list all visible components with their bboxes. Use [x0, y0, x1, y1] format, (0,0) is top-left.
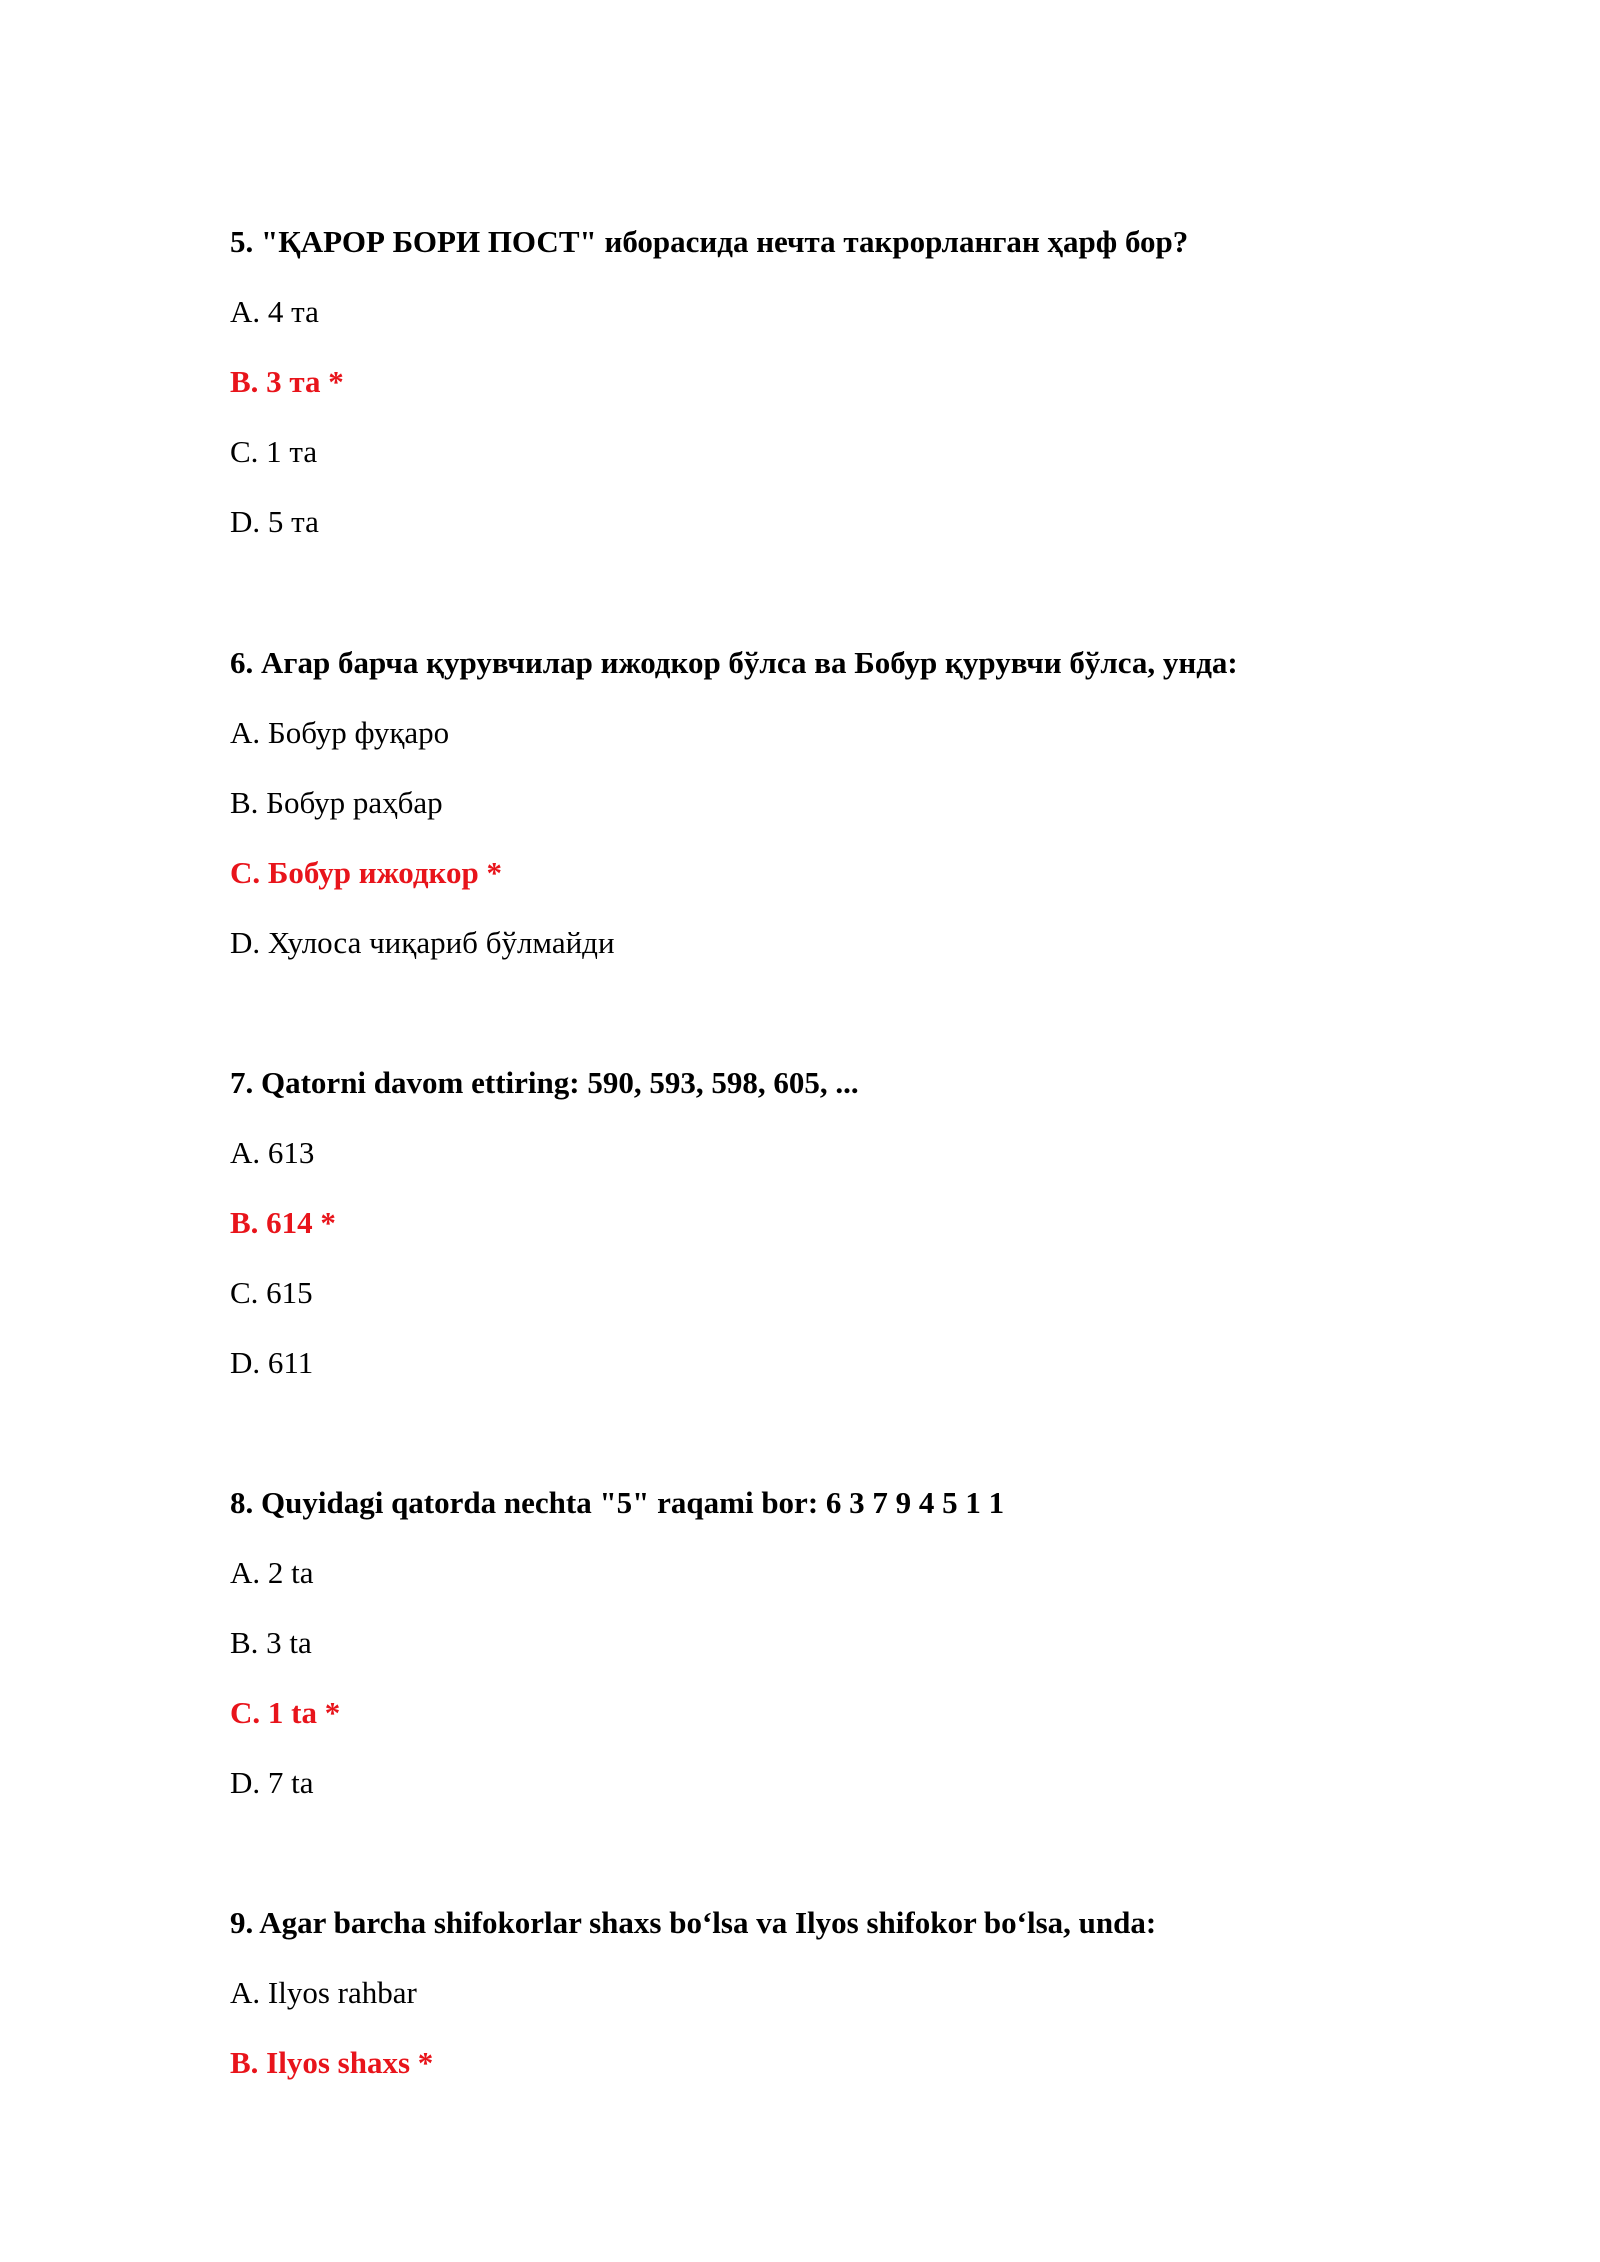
option-a: A. 2 ta [230, 1555, 314, 1590]
option-a: A. 4 та [230, 294, 319, 329]
option-c-correct: C. 1 ta * [230, 1695, 341, 1730]
option-a: A. Бобур фуқаро [230, 715, 450, 750]
question-text: 5. "ҚАРОР БОРИ ПОСТ" иборасида нечта такрорланган ҳарф бор? [230, 224, 1189, 259]
option-b-correct: B. Ilyos shaxs * [230, 2045, 434, 2080]
option-d: D. 611 [230, 1345, 314, 1380]
question-9 [230, 1903, 1530, 2083]
question-text: 7. Qatorni davom ettiring: 590, 593, 598, 605, ... [230, 1065, 859, 1100]
question-text: 9. Agar barcha shifokorlar shaxs bo‘lsa va Ilyos shifokor bo‘lsa, unda: [230, 1905, 1157, 1940]
question-6 [230, 643, 1530, 963]
question-text: 6. Агар барча қурувчилар ижодкор бўлса ва Бобур қурувчи бўлса, унда: [230, 645, 1238, 680]
question-7 [230, 1063, 1530, 1383]
question-8 [230, 1483, 1530, 1803]
option-d: D. 7 ta [230, 1765, 314, 1800]
option-b: B. 3 ta [230, 1625, 312, 1660]
question-5 [230, 222, 1530, 542]
option-a: A. Ilyos rahbar [230, 1975, 417, 2010]
question-text: 8. Quyidagi qatorda nechta "5" raqami bor: 6 3 7 9 4 5 1 1 [230, 1485, 1005, 1520]
option-c: C. 615 [230, 1275, 313, 1310]
option-d: D. Хулоса чиқариб бўлмайди [230, 925, 615, 960]
option-c: C. 1 та [230, 434, 318, 469]
option-d: D. 5 та [230, 504, 319, 539]
option-c-correct: C. Бобур ижодкор * [230, 855, 502, 890]
option-b-correct: B. 614 * [230, 1205, 336, 1240]
option-b: B. Бобур раҳбар [230, 785, 443, 820]
option-a: A. 613 [230, 1135, 315, 1170]
option-b-correct: B. 3 та * [230, 364, 344, 399]
